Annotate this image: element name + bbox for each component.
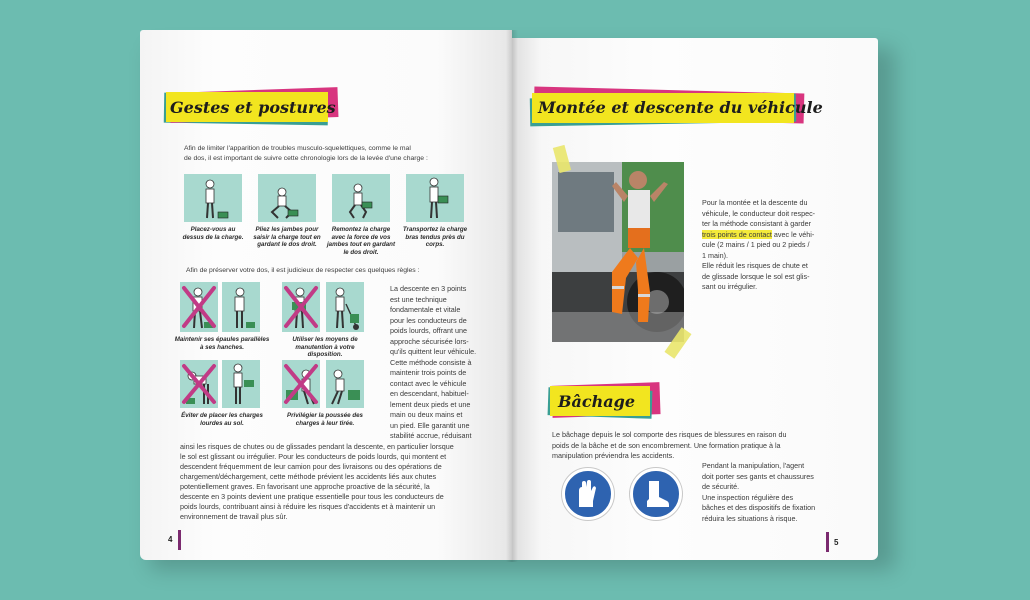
text-line: est une technique [390, 294, 447, 304]
preserve-text: Afin de préserver votre dos, il est judicieux de respecter ces quelques règles : [186, 267, 420, 274]
text-line: potentiellement graves. En favorisant une approche proactive de la sécurité, la [180, 482, 430, 491]
truck-driver-image [552, 162, 684, 342]
text-line: bâches et des dispositifs de fixation [702, 503, 816, 512]
rule-caption: Éviter de placer les charges lourdes au sol. [181, 412, 263, 427]
text-line: environnement de travail plus sûr. [180, 512, 288, 521]
step-illustration-3 [332, 174, 390, 222]
text-line: fondamentale et vitale [390, 305, 461, 314]
hand-truck-icon [326, 282, 364, 332]
text-line: véhicule, le conducteur doit respec- [702, 208, 816, 218]
manipulation-paragraph [702, 461, 842, 524]
text-line: manipulation préviendra les accidents. [552, 451, 675, 460]
text-line: un pied. Elle garantit une [390, 420, 470, 430]
text-line: descente en 3 points devient une pratique essentielle pour tous les conducteurs de [180, 492, 444, 501]
rule-caption: Privilégier la poussée des charges à leur tirée. [286, 412, 363, 427]
book-spine [506, 30, 518, 562]
rule-right-illustration-4 [326, 360, 364, 408]
text-line: La descente en 3 points [390, 284, 467, 293]
worker-lifting-icon [332, 174, 390, 222]
carrying-boxes-icon [282, 282, 320, 332]
text-line: réduira les situations à risque. [702, 513, 798, 523]
montee-paragraph [702, 198, 844, 293]
text-line: Elle réduit les risques de chute et [702, 261, 808, 270]
text-line: maintenir trois points de [390, 368, 467, 377]
descent-bottom-text [180, 442, 498, 522]
section-title: Bâchage [558, 391, 635, 411]
page-number-bar [826, 532, 829, 552]
section-title: Gestes et postures [170, 97, 336, 117]
section-heading-gestes [160, 90, 340, 124]
bending-worker-icon [180, 360, 218, 408]
text-line: Pour la montée et la descente du [702, 198, 808, 207]
rule-caption: Maintenir ses épaules parallèles à ses hanches. [174, 336, 270, 351]
bachage-paragraph [552, 430, 852, 462]
page-number-bar [178, 530, 181, 550]
twisting-worker-icon [180, 282, 218, 332]
rule-right-illustration-2 [326, 282, 364, 332]
text-line: de sécurité. [702, 482, 740, 491]
descent-column-text [390, 284, 498, 442]
worker-squatting-icon [258, 174, 316, 222]
text-line: approche sécurisée lors- [390, 336, 469, 346]
text-line: chargement/déchargement, cette méthode prévient les accidents liés aux chutes [180, 472, 437, 481]
step-illustration-1 [184, 174, 242, 222]
rule-wrong-illustration-2 [282, 282, 320, 332]
step-caption: Placez-vous au dessus de la charge. [182, 226, 244, 241]
text-line: stabilité accrue, réduisant [390, 431, 472, 440]
rule-wrong-illustration-1 [180, 282, 218, 332]
text-line: Pendant la manipulation, l'agent [702, 461, 805, 470]
safety-boots-icon [630, 468, 682, 520]
text-line: poids lourds, contribuant ainsi à réduire les risques d'accidents et à maintenir un [180, 502, 436, 511]
driver-photo [552, 162, 684, 342]
shelf-worker-icon [222, 360, 260, 408]
step-illustration-2 [258, 174, 316, 222]
text-line: le sol est glissant ou irrégulier. Pour les conducteurs de poids lourds, qui montent et [180, 452, 447, 461]
text-line: poids de la bâche et de son encombrement. Une formation pratique à la [552, 440, 781, 450]
rule-right-illustration-1 [222, 282, 260, 332]
text-line: sant ou irrégulier. [702, 282, 758, 291]
text-line-highlight [702, 230, 844, 241]
rule-right-illustration-3 [222, 360, 260, 408]
text-line: ainsi les risques de chutes ou de glissades pendant la descente, en particulier lorsque [180, 442, 454, 451]
text-line: contact avec le véhicule [390, 378, 467, 388]
text-line: main ou deux mains et [390, 410, 463, 419]
text-line: Cette méthode consiste à [390, 357, 472, 367]
intro-text [184, 144, 484, 164]
left-page [140, 30, 512, 560]
step-caption: Pliez les jambes pour saisir la charge tout en gardant le dos droit. [253, 226, 321, 249]
page-number: 4 [168, 535, 173, 544]
intro-line: de dos, il est important de suivre cette chronologie lors de la levée d'une charge : [184, 155, 428, 162]
text-line: descendent fréquemment de leur camion pour des livraisons ou des opérations de [180, 462, 442, 471]
step-caption: Transportez la charge bras tendus près du corps. [402, 226, 468, 249]
section-heading-montee [528, 90, 823, 124]
section-heading-bachage [548, 384, 660, 418]
right-page [512, 38, 878, 560]
section-title: Montée et descente du véhicule [538, 97, 823, 117]
text-line: poids lourds, offrant une [390, 326, 467, 335]
step-illustration-4 [406, 174, 464, 222]
worker-carrying-icon [406, 174, 464, 222]
step-caption: Remontez la charge avec la force de vos jambes tout en gardant le dos droit. [326, 226, 396, 256]
intro-line: Afin de limiter l'apparition de troubles musculo-squelettiques, comme le mal [184, 145, 411, 152]
text-line: ter la méthode consistant à garder [702, 219, 812, 228]
rule-wrong-illustration-4 [282, 360, 320, 408]
gloves-icon [562, 468, 614, 520]
text-line: qu'ils quittent leur véhicule. [390, 347, 477, 356]
straight-worker-icon [222, 282, 260, 332]
text-fragment: avec le véhi- [771, 229, 815, 239]
text-line: en descendant, habituel- [390, 389, 469, 398]
highlighted-phrase: trois points de contact [702, 229, 772, 239]
text-line: Le bâchage depuis le sol comporte des risques de blessures en raison du [552, 430, 787, 439]
worker-standing-icon [184, 174, 242, 222]
text-line: de glissade lorsque le sol est glis- [702, 271, 810, 281]
text-line: Une inspection régulière des [702, 492, 794, 502]
text-line: pour les conducteurs de [390, 315, 467, 325]
rule-caption: Utiliser les moyens de manutention à votre disposition. [292, 336, 358, 359]
page-number: 5 [834, 538, 839, 547]
text-line: cule (2 mains / 1 pied ou 2 pieds / [702, 240, 810, 249]
rule-wrong-illustration-3 [180, 360, 218, 408]
pulling-worker-icon [282, 360, 320, 408]
pushing-worker-icon [326, 360, 364, 408]
text-line: lement deux pieds et une [390, 399, 471, 409]
text-line: 1 main). [702, 250, 728, 260]
text-line: doit porter ses gants et chaussures [702, 471, 814, 481]
